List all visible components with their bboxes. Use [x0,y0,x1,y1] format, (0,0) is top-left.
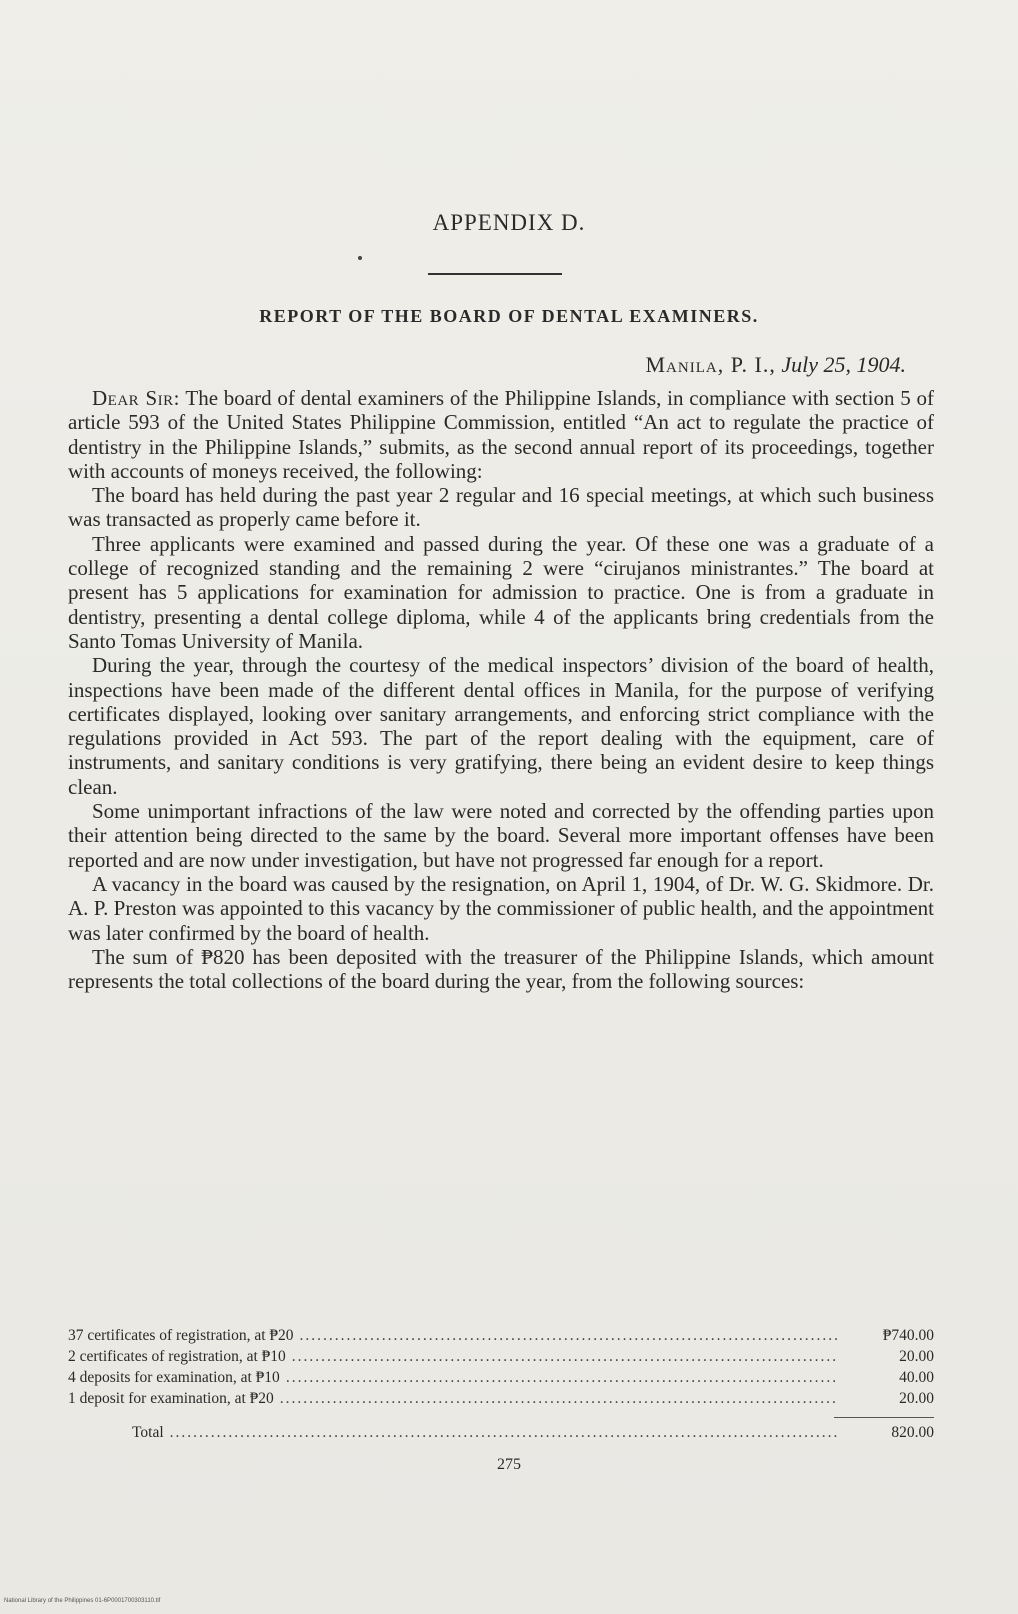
dateline-place: Manila, P. I., [645,352,776,377]
paragraph-2: The board has held during the past year 2 regular and 16 special meetings, at which such business was transacted as properly came before it. [68,483,934,532]
account-amount: 40.00 [899,1369,934,1386]
ink-speck [358,256,362,260]
account-amount: 20.00 [899,1390,934,1407]
account-row [68,1388,934,1409]
leader-dots [286,1367,838,1388]
account-row [68,1325,934,1346]
total-rule [834,1417,934,1418]
account-row [68,1346,934,1367]
report-title: REPORT OF THE BOARD OF DENTAL EXAMINERS. [259,306,759,326]
dateline-date: July 25, 1904. [781,352,906,377]
paragraph-5: Some unimportant infractions of the law were noted and corrected by the offending parties upon their attention being directed to the same by the board. Several more important offenses have been reported and are now under investigation, but have not progressed far enough for a report. [68,799,934,872]
leader-dots [300,1325,838,1346]
heading-rule [428,273,562,275]
paragraph-6: A vacancy in the board was caused by the resignation, on April 1, 1904, of Dr. W. G. Skidmore. Dr. A. P. Preston was appointed to this vacancy by the commissioner of public health, and the appointment was later confirmed by the board of health. [68,871,934,945]
account-description: 37 certificates of registration, at ₱20 [68,1327,294,1344]
appendix-heading: APPENDIX D. [432,210,586,235]
paragraph-4: During the year, through the courtesy of the medical inspectors’ division of the board of health, inspections have been made of the different dental offices in Manila, for the purpose of verifying certificates displayed, looking over sanitary arrangements, and enforcing strict compliance with the regulations provided in Act 593. The part of the report dealing with the equipment, care of instruments, and sanitary conditions is very gratifying, there being an evident desire to keep things clean. [68,653,934,799]
account-amount: ₱740.00 [882,1327,934,1344]
account-description: 1 deposit for examination, at ₱20 [68,1390,274,1407]
paragraph-3: Three applicants were examined and passed during the year. Of these one was a graduate of a college of recognized standing and the remaining 2 were “cirujanos ministrantes.” The board at present has 5 applications for examination for admission to practice. One is from a graduate in dentistry, presenting a dental college diploma, while 4 of the applicants bring credentials from the Santo Tomas University of Manila. [68,531,934,653]
salutation: Dear Sir: [92,386,180,410]
leader-dots [170,1422,838,1443]
accounts-table [68,1325,934,1444]
letter-body [68,386,934,993]
paragraph-1-text: The board of dental examiners of the Philippine Islands, in compliance with section 5 of article 593 of the United States Philippine Commission, entitled “An act to regulate the practice of dentistry in the Philippine Islands,” submits, as the second annual report of its proceedings, together with accounts of moneys received, the following: [68,386,934,483]
leader-dots [292,1346,838,1367]
paragraph-7: The sum of ₱820 has been deposited with the treasurer of the Philippine Islands, which amount represents the total collections of the board during the year, from the following sources: [68,944,934,994]
account-description: 2 certificates of registration, at ₱10 [68,1348,286,1365]
total-amount: 820.00 [891,1424,934,1441]
total-label: Total [132,1424,164,1441]
total-row [68,1422,934,1444]
paragraph-1 [68,386,934,483]
account-description: 4 deposits for examination, at ₱10 [68,1369,280,1386]
page-number: 275 [497,1456,521,1473]
leader-dots [280,1388,838,1409]
account-amount: 20.00 [899,1348,934,1365]
scan-footer: National Library of the Philippines 01-6P0001700303110.tif [4,1598,161,1604]
dateline [646,352,907,378]
account-row [68,1367,934,1388]
